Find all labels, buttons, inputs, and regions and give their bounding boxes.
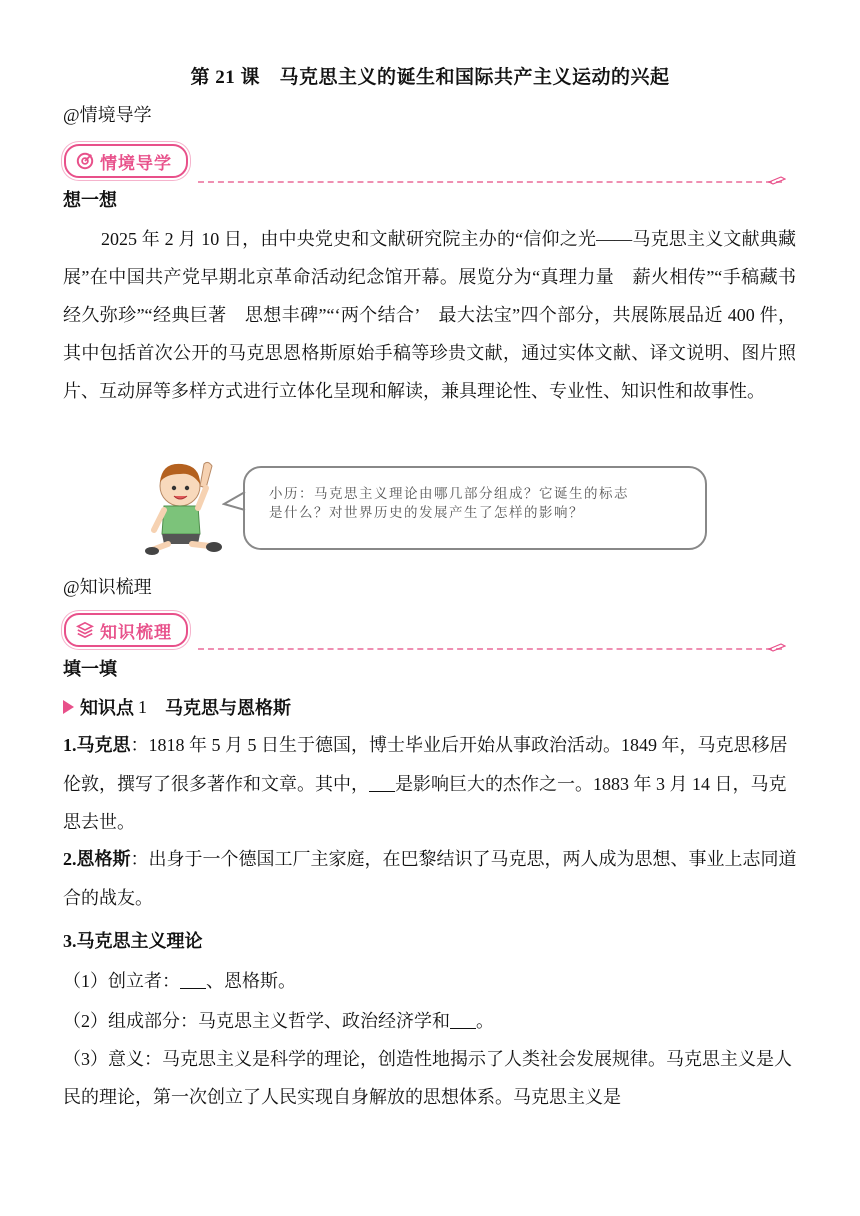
section-subhead: 填一填 bbox=[63, 659, 117, 680]
section-anchor-label: @情境导学 bbox=[63, 105, 152, 125]
stack-icon bbox=[76, 621, 94, 639]
item-text: 是影响巨大的杰作之一。1883 年 3 月 14 日，马克思去世。 bbox=[63, 774, 787, 832]
pencil-icon bbox=[768, 642, 786, 652]
scenario-paragraph: 2025 年 2 月 10 日，由中央党史和文献研究院主办的“信仰之光——马克思主义文献典藏展”在中国共产党早期北京革命活动纪念馆开幕。展览分为“真理力量 薪火相传”“手稿藏书 经久弥珍”“经典巨著 思想丰碑”“‘两个结合’ 最大法宝”四个部分，共展陈展品近 400 件，其中包括首次公开的马克思恩格斯原始手稿等珍贵文献，通过实体文献、译文说明、图片照片、互动屏等多样方式进行立体化呈现和解读，兼具理论性、专业性、知识性和故事性。 bbox=[63, 229, 814, 401]
item-number: 2. bbox=[63, 849, 77, 869]
item-heading: 马克思主义理论 bbox=[76, 931, 203, 952]
item-number: 3. bbox=[63, 931, 77, 951]
subitem-text: 、恩格斯。 bbox=[206, 971, 296, 991]
badge-label: 情境导学 bbox=[100, 153, 172, 174]
item-marx bbox=[63, 726, 803, 841]
kp-label: 知识点 bbox=[80, 698, 134, 719]
subitem-founders bbox=[63, 962, 803, 1000]
dashed-divider bbox=[198, 181, 782, 183]
subitem-text: （1）创立者： bbox=[63, 971, 180, 991]
fill-blank[interactable] bbox=[369, 773, 395, 792]
subitem-components bbox=[63, 1002, 803, 1040]
item-marxism-theory bbox=[63, 922, 803, 961]
pencil-icon bbox=[768, 175, 786, 185]
kp-number: 1 bbox=[138, 696, 147, 717]
section-anchor-label: @知识梳理 bbox=[63, 577, 152, 597]
dashed-divider bbox=[198, 648, 782, 650]
target-icon bbox=[76, 152, 94, 170]
bubble-line: 小历：马克思主义理论由哪几部分组成？它诞生的标志 bbox=[269, 486, 629, 502]
bubble-line: 是什么？对世界历史的发展产生了怎样的影响？ bbox=[269, 505, 584, 521]
knowledge-point-heading bbox=[63, 694, 291, 720]
triangle-marker-icon bbox=[63, 700, 74, 714]
subitem-text: 。 bbox=[476, 1011, 494, 1031]
badge-label: 知识梳理 bbox=[100, 622, 172, 643]
boy-illustration bbox=[144, 458, 226, 556]
speech-bubble bbox=[243, 466, 707, 550]
fill-blank[interactable] bbox=[180, 970, 206, 989]
kp-title: 马克思与恩格斯 bbox=[165, 698, 291, 719]
item-heading: 马克思 bbox=[76, 735, 131, 756]
item-engels bbox=[63, 840, 803, 917]
subitem-text: （2）组成部分：马克思主义哲学、政治经济学和 bbox=[63, 1011, 450, 1031]
section-badge-knowledge bbox=[64, 613, 188, 647]
item-heading: 恩格斯 bbox=[76, 849, 131, 870]
fill-blank[interactable] bbox=[450, 1010, 476, 1029]
page-title: 第 21 课 马克思主义的诞生和国际共产主义运动的兴起 bbox=[190, 67, 670, 88]
subitem-significance: （3）意义：马克思主义是科学的理论，创造性地揭示了人类社会发展规律。马克思主义是人民的理论，第一次创立了人民实现自身解放的思想体系。马克思主义是 bbox=[63, 1049, 792, 1107]
item-text: ：出身于一个德国工厂主家庭，在巴黎结识了马克思，两人成为思想、事业上志同道合的战友。 bbox=[63, 849, 797, 908]
section-subhead: 想一想 bbox=[63, 190, 117, 211]
item-text: ：1818 年 5 月 5 日生于德国，博士毕业后开始从事政治活动。1849 年，马克思移居伦敦，撰写了很多著作和文章。其中， bbox=[63, 735, 788, 794]
section-badge-scenario bbox=[64, 144, 188, 178]
item-number: 1. bbox=[63, 735, 77, 755]
